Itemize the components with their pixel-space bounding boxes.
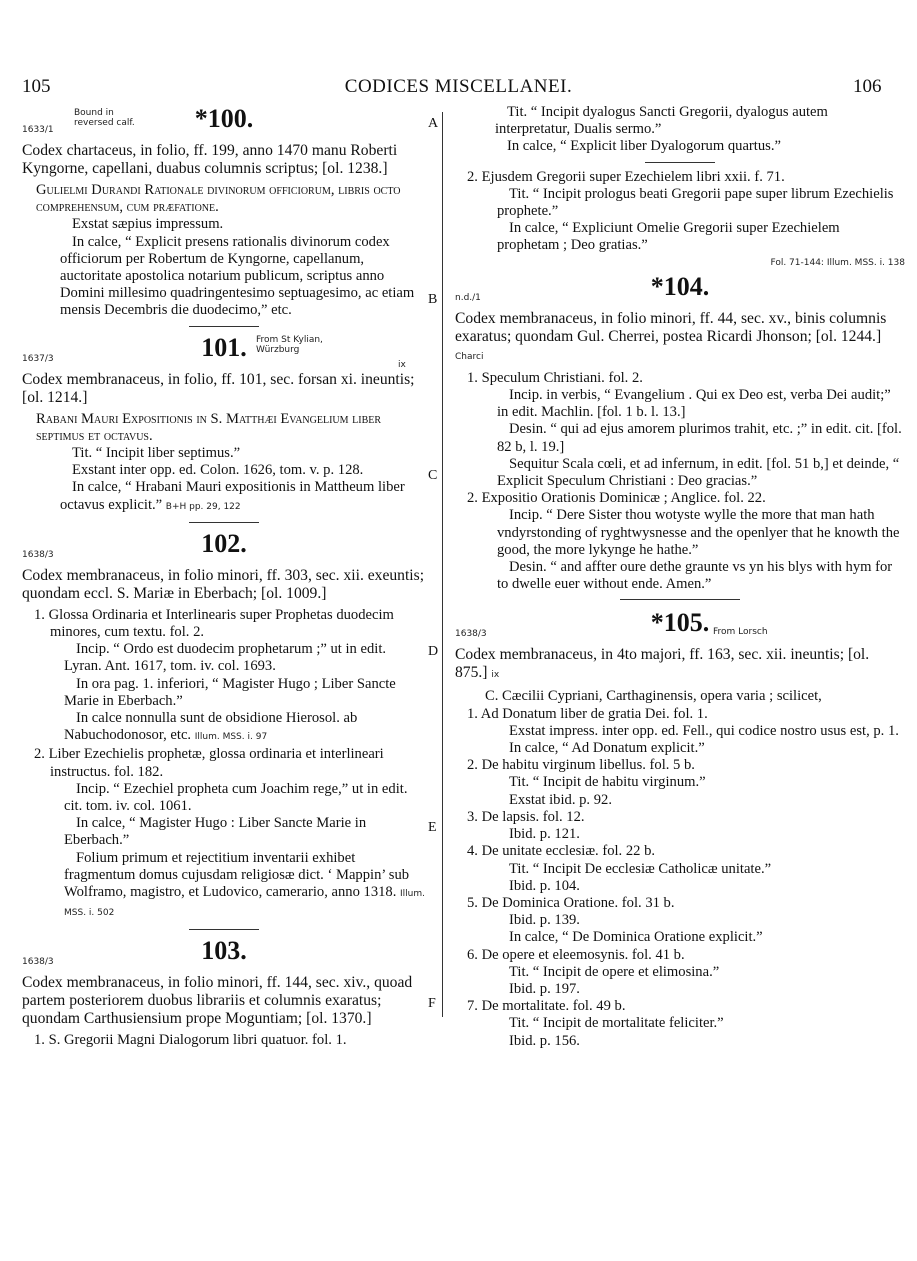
column-divider xyxy=(442,112,443,1017)
entry-description: Codex membranaceus, in folio minori, ff. 303, sec. xii. exeuntis; quondam eccl. S. Mariæ in Eberbach; [ol. 1009.] xyxy=(22,566,425,602)
entry-104-head xyxy=(455,272,905,310)
entry-text: Folium primum et rejectitium inventarii exhibet fragmentum domus cujusdam religiosæ dict. ‘ Mappin’ sub Wolframo, magistro, et Ludovico, camerario, anno 1318. Illum. MSS. i. 502 xyxy=(64,849,426,919)
list-item: 7. De mortalitate. fol. 49 b. xyxy=(467,998,626,1015)
entry-text: Sequitur Scala cœli, et ad infernum, in edit. [fol. 51 b,] et deinde, “ Explicit Speculum Christiani : Deo gracias.” xyxy=(497,455,900,490)
entry-text: Gulielmi Durandi Rationale divinorum officiorum, libris octo comprehensum, cum præfatione. xyxy=(36,182,401,216)
list-item: 2. Liber Ezechielis prophetæ, glossa ordinaria et interlineari instructus. fol. 182. xyxy=(34,746,384,780)
entry-text: In calce, “ De Dominica Oratione explicit.” xyxy=(509,929,763,946)
gutter-letter-e: E xyxy=(428,820,437,835)
entry-text: Tit. “ Incipit de mortalitate feliciter.” xyxy=(509,1015,724,1032)
entry-100-head xyxy=(22,104,426,142)
entry-102-head xyxy=(22,529,426,567)
list-item: 4. De unitate ecclesiæ. fol. 22 b. xyxy=(467,843,656,860)
right-column xyxy=(455,104,905,1050)
shelfmark: 1638/3 xyxy=(22,549,54,560)
handwritten-note: Charci xyxy=(455,351,484,362)
gutter-letter-c: C xyxy=(428,468,438,483)
entry-number: *104. xyxy=(650,271,710,301)
entry-description: Codex chartaceus, in folio, ff. 199, anno 1470 manu Roberti Kyngorne, capellani, duabus columnis scriptus; [ol. 1238.] xyxy=(22,142,398,177)
entry-text: Tit. “ Incipit de opere et elimosina.” xyxy=(509,963,720,980)
list-item: 1. S. Gregorii Magni Dialogorum libri quatuor. fol. 1. xyxy=(34,1031,347,1048)
entry-text: Tit. “ Incipit liber septimus.” xyxy=(72,445,241,462)
entry-text: In ora pag. 1. inferiori, “ Magister Hugo ; Liber Sancte Marie in Eberbach.” xyxy=(64,675,396,709)
entry-text: Incip. in verbis, “ Evangelium . Qui ex Deo est, verba Dei audit;” in edit. Machlin. [fol. 1 b. l. 13.] xyxy=(497,387,891,421)
separator xyxy=(189,326,259,327)
handwritten-note: B+H pp. 29, 122 xyxy=(165,501,241,512)
entry-text: Ibid. p. 156. xyxy=(509,1032,580,1049)
handwritten-note: From St Kylian, Würzburg xyxy=(256,334,323,355)
entry-description: Codex membranaceus, in folio minori, ff. 44, sec. xv., binis columnis exaratus; quondam Gul. Cherrei, postea Ricardi Jhonson; [ol. 1244.] Charci xyxy=(455,309,887,362)
entry-text: Tit. “ Incipit prologus beati Gregorii pape super librum Ezechielis prophete.” xyxy=(497,185,894,220)
entry-text: In calce, “ Hrabani Mauri expositionis in Mattheum liber octavus explicit.” B+H pp. 29, 122 xyxy=(60,479,405,513)
shelfmark: 1633/1 xyxy=(22,125,54,135)
list-item: 1. Speculum Christiani. fol. 2. xyxy=(467,369,643,386)
entry-text: Rabani Mauri Expositionis in S. Matthæi Evangelium liber septimus et octavus. xyxy=(36,410,382,444)
list-item: 2. Expositio Orationis Dominicæ ; Anglice. fol. 22. xyxy=(467,490,766,507)
shelfmark: 1637/3 xyxy=(22,353,54,364)
entry-text: Desin. “ and affter oure dethe graunte vs yn his blys with hym for to dwelle euer without ende. Amen.” xyxy=(497,559,893,593)
entry-text: C. Cæcilii Cypriani, Carthaginensis, opera varia ; scilicet, xyxy=(485,688,822,705)
entry-101-head xyxy=(22,333,426,371)
entry-description: Codex membranaceus, in folio, ff. 101, sec. forsan xi. ineuntis; [ol. 1214.] xyxy=(22,370,415,406)
handwritten-note: ix xyxy=(491,670,500,681)
gutter-letter-b: B xyxy=(428,292,438,307)
handwritten-note: From Lorsch xyxy=(713,627,768,638)
entry-number: 101. xyxy=(201,332,247,362)
gutter-letter-d: D xyxy=(428,644,439,659)
shelfmark: 1638/3 xyxy=(22,956,54,967)
entry-number: 102. xyxy=(201,528,247,558)
handwritten-note: Illum. MSS. i. 502 xyxy=(64,889,426,919)
entry-number: *105. xyxy=(650,608,710,638)
entry-text: Exstat sæpius impressum. xyxy=(72,216,224,233)
entry-text: Ibid. p. 139. xyxy=(509,912,580,929)
page-number-right: 106 xyxy=(853,76,882,97)
list-item: 2. De habitu virginum libellus. fol. 5 b. xyxy=(467,757,695,774)
entry-text: In calce, “ Magister Hugo : Liber Sancte Marie in Eberbach.” xyxy=(64,815,367,849)
gutter-letter-a: A xyxy=(428,116,439,131)
list-item: 3. De lapsis. fol. 12. xyxy=(467,808,585,825)
entry-description: Codex membranaceus, in 4to majori, ff. 163, sec. xii. ineuntis; [ol. 875.] ix xyxy=(455,646,870,682)
entry-text: Tit. “ Incipit De ecclesiæ Catholicæ unitate.” xyxy=(509,860,772,877)
entry-text: Tit. “ Incipit de habitu virginum.” xyxy=(509,774,706,791)
shelfmark: 1638/3 xyxy=(455,629,487,640)
separator xyxy=(189,522,259,523)
running-title: CODICES MISCELLANEI. xyxy=(344,76,573,97)
entry-text: In calce, “ Expliciunt Omelie Gregorii super Ezechielem prophetam ; Deo gratias.” xyxy=(497,220,840,254)
entry-text: Ibid. p. 121. xyxy=(509,826,580,843)
entry-description: Codex membranaceus, in folio minori, ff. 144, sec. xiv., quoad partem posteriorem duobus librariis et columnis exaratus; quondam Carthusiensium prope Moguntiam; [ol. 1370.] xyxy=(22,973,413,1027)
entry-text: Exstat impress. inter opp. ed. Fell., qui codice nostro usus est, p. 1. xyxy=(509,722,899,739)
shelfmark: n.d./1 xyxy=(455,292,481,303)
entry-text: In calce, “ Explicit liber Dyalogorum quartus.” xyxy=(507,138,781,155)
handwritten-note: ix xyxy=(398,359,406,370)
list-item: 1. Ad Donatum liber de gratia Dei. fol. 1. xyxy=(467,705,708,722)
separator xyxy=(645,162,715,163)
handwritten-note: Bound in reversed calf. xyxy=(74,108,135,128)
handwritten-note-row xyxy=(455,253,905,272)
handwritten-note: Illum. MSS. i. 97 xyxy=(194,732,268,743)
entry-text: Ibid. p. 197. xyxy=(509,980,580,997)
entry-text: Incip. “ Dere Sister thou wotyste wylle the more that man hath vndyrstonding of ryghtwysnesse and the openlyer that he knowth the good, the more lykynge he hathe.” xyxy=(497,507,900,558)
entry-text: Tit. “ Incipit dyalogus Sancti Gregorii, dyalogus autem interpretatur, Dualis sermo.” xyxy=(495,104,828,138)
entry-text: Incip. “ Ezechiel propheta cum Joachim rege,” ut in edit. cit. tom. iv. col. 1061. xyxy=(64,780,408,815)
entry-text: In calce, “ Ad Donatum explicit.” xyxy=(509,740,705,757)
page-number-left: 105 xyxy=(22,76,51,97)
entry-number: 103. xyxy=(201,935,247,965)
list-item: 5. De Dominica Oratione. fol. 31 b. xyxy=(467,894,675,911)
entry-text: Exstat ibid. p. 92. xyxy=(509,791,612,808)
left-column xyxy=(22,104,426,1049)
entry-number: *100. xyxy=(194,104,254,133)
entry-text: Exstant inter opp. ed. Colon. 1626, tom. v. p. 128. xyxy=(72,462,364,479)
entry-105-head xyxy=(455,608,905,646)
separator xyxy=(189,929,259,930)
gutter xyxy=(428,112,450,1022)
handwritten-note: Fol. 71-144: Illum. MSS. i. 138 xyxy=(770,257,905,268)
entry-text: In calce, “ Explicit presens rationalis divinorum codex officiorum per Robertum de Kyngorne, capellanum, auctoritate apostolica notarium publicum, scriptus anno Domini millesimo quadringentesimo septuagesimo, ac etiam mensis Decembris die duodecimo,” etc. xyxy=(60,233,415,319)
entry-text: Ibid. p. 104. xyxy=(509,877,580,894)
entry-text: Desin. “ qui ad ejus amorem plurimos trahit, etc. ;” in edit. cit. [fol. 82 b, l. 19.] xyxy=(497,421,902,455)
entry-103-head xyxy=(22,936,426,974)
gutter-letter-f: F xyxy=(428,996,436,1011)
list-item: 6. De opere et eleemosynis. fol. 41 b. xyxy=(467,946,685,963)
entry-text: In calce nonnulla sunt de obsidione Hierosol. ab Nabuchodonosor, etc. Illum. MSS. i. 97 xyxy=(64,710,358,744)
separator xyxy=(620,599,740,600)
entry-text: Incip. “ Ordo est duodecim prophetarum ;” ut in edit. Lyran. Ant. 1617, tom. iv. col. 1693. xyxy=(64,641,387,675)
list-item: 2. Ejusdem Gregorii super Ezechielem libri xxii. f. 71. xyxy=(467,168,785,185)
list-item: 1. Glossa Ordinaria et Interlinearis super Prophetas duodecim minores, cum textu. fol. 2. xyxy=(34,606,394,641)
